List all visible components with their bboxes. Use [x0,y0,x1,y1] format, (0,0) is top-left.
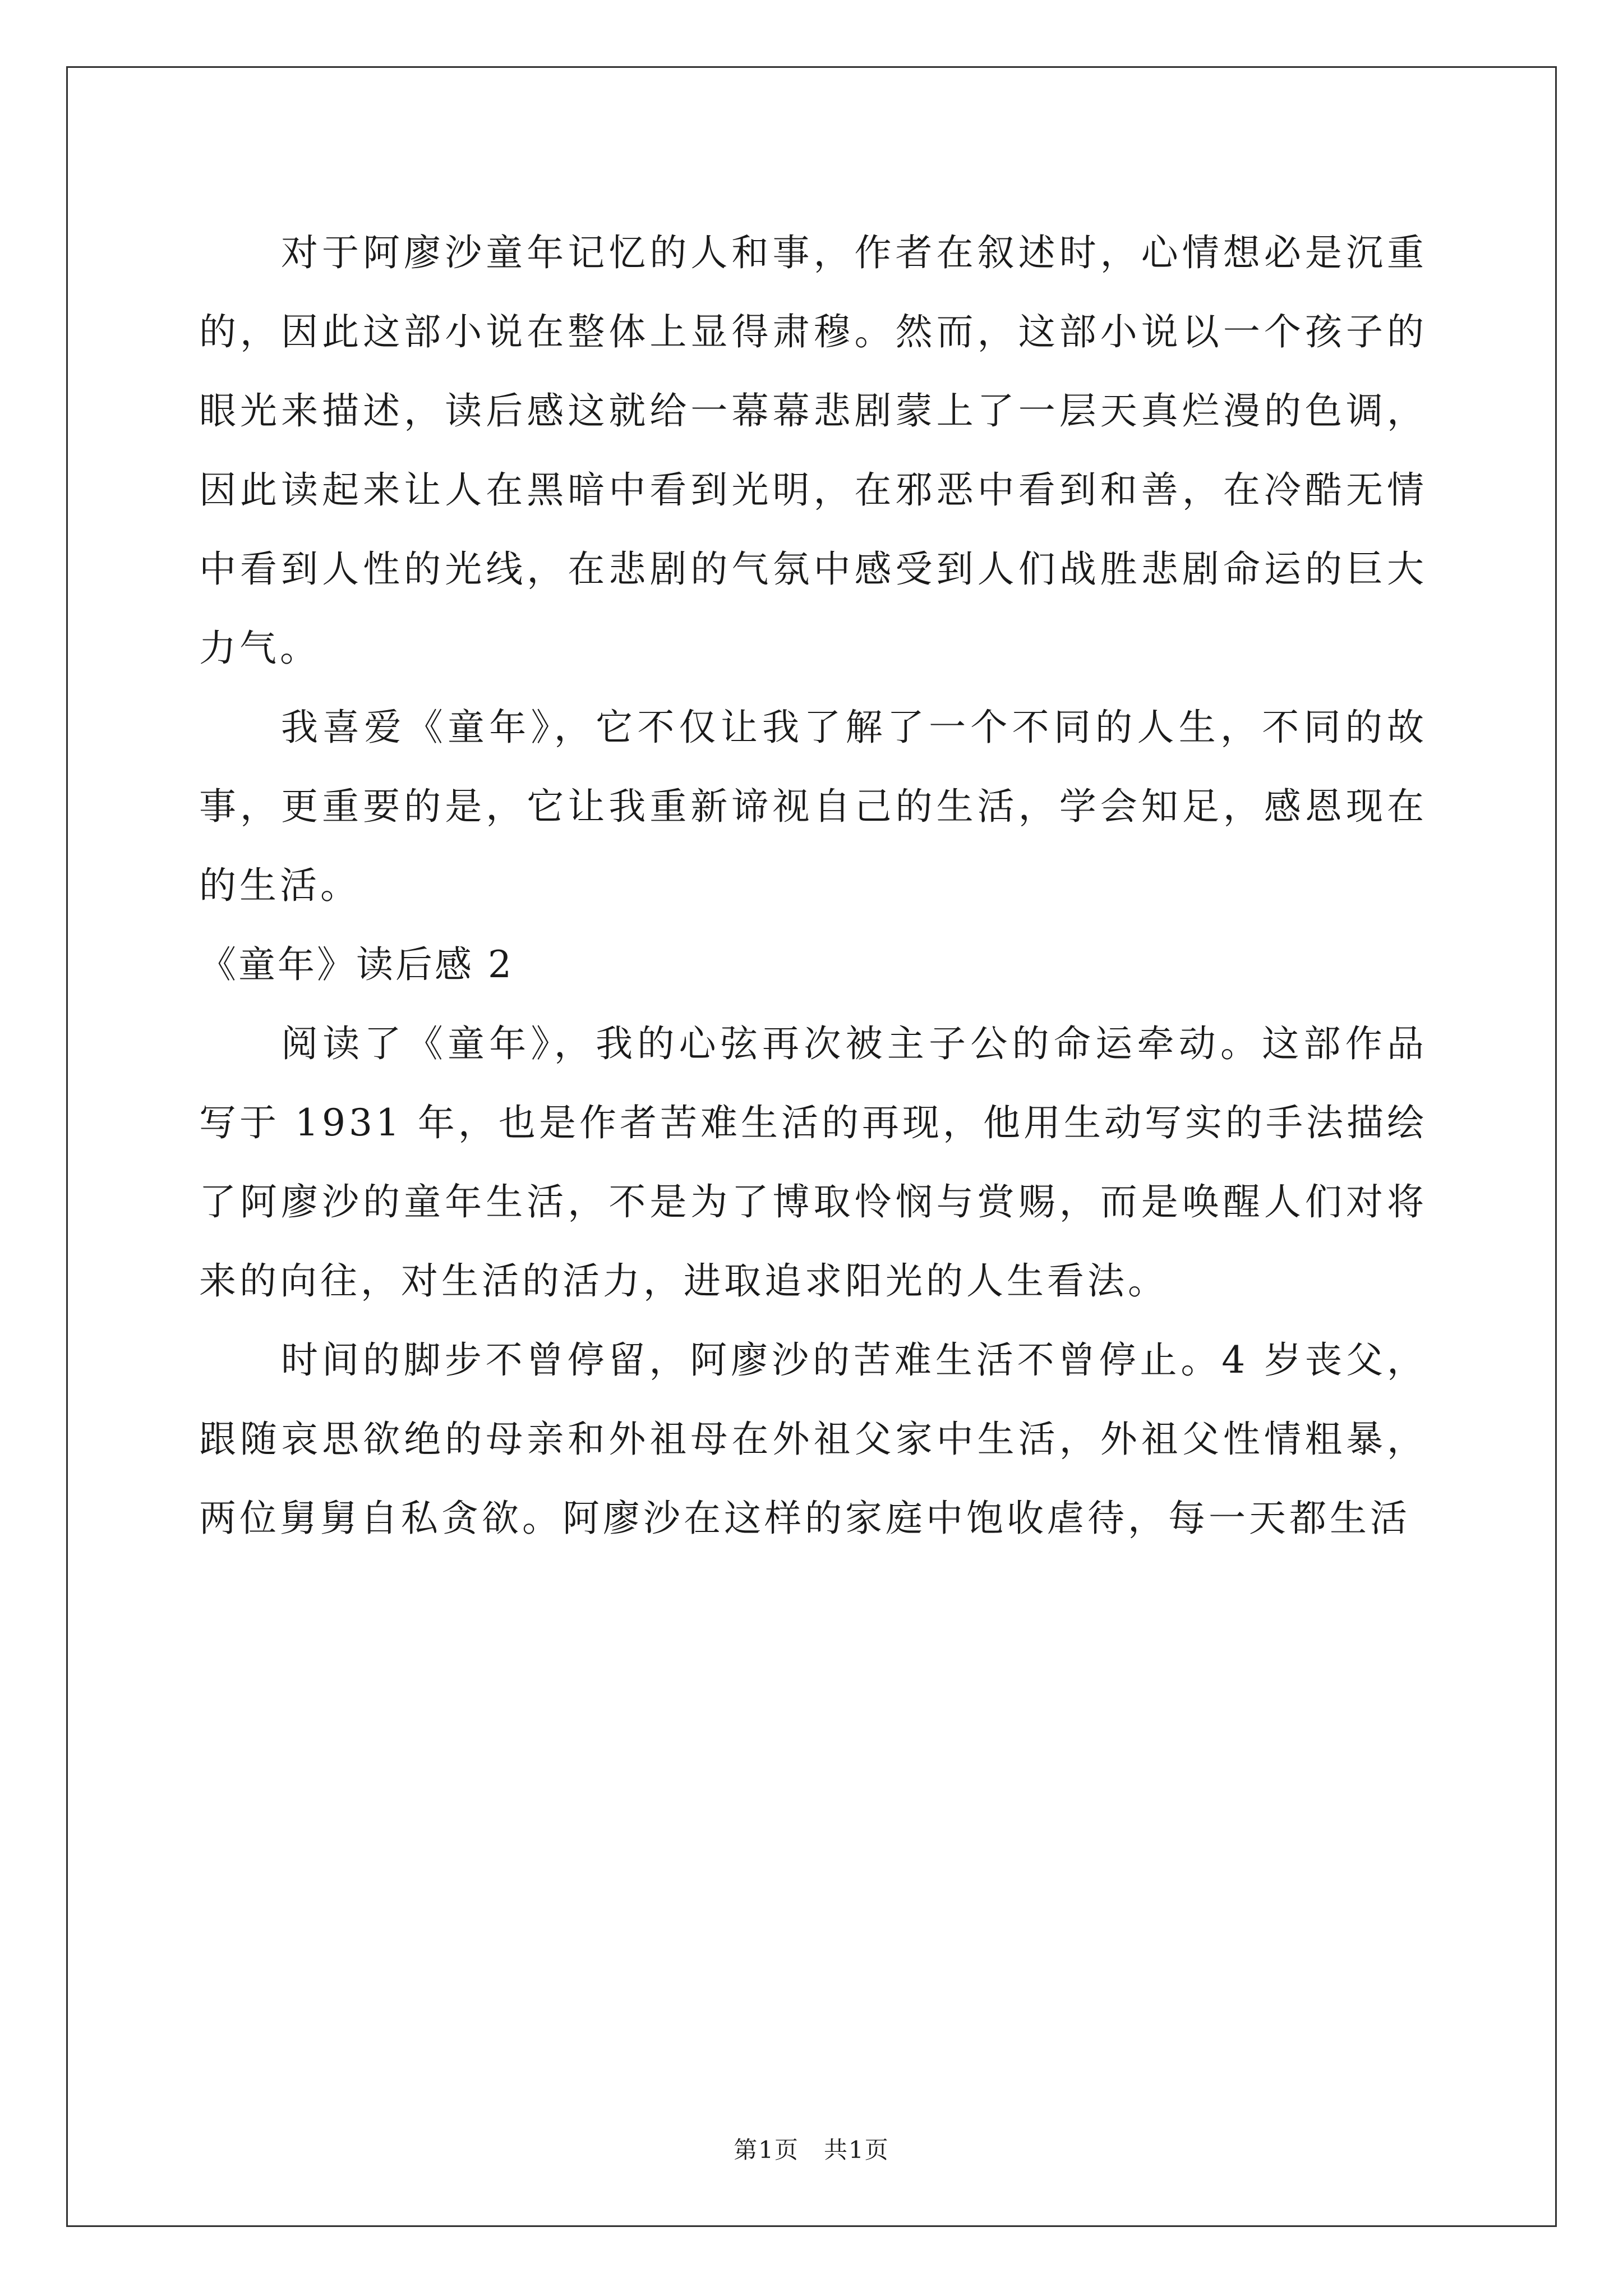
document-body [199,213,1427,1558]
page-footer: 第1页 共1页 [734,2136,889,2164]
paragraph-4: 时间的脚步不曾停留，阿廖沙的苦难生活不曾停止。4 岁丧父，跟随哀思欲绝的母亲和外祖母在外祖父家中生活，外祖父性情粗暴，两位舅舅自私贪欲。阿廖沙在这样的家庭中饱收虐待，每一天都生活 [199,1338,1427,1540]
section-heading: 《童年》读后感 2 [199,943,514,986]
paragraph-1: 对于阿廖沙童年记忆的人和事，作者在叙述时，心情想必是沉重的，因此这部小说在整体上显得肃穆。然而，这部小说以一个孩子的眼光来描述，读后感这就给一幕幕悲剧蒙上了一层天真烂漫的色调，因此读起来让人在黑暗中看到光明，在邪恶中看到和善，在冷酷无情中看到人性的光线，在悲剧的气氛中感受到人们战胜悲剧命运的巨大力气。 [199,231,1427,670]
paragraph-3: 阅读了《童年》，我的心弦再次被主子公的命运牵动。这部作品写于 1931 年，也是作者苦难生活的再现，他用生动写实的手法描绘了阿廖沙的童年生活，不是为了博取怜悯与赏赐，而是唤醒人们对将来的向往，对生活的活力，进取追求阳光的人生看法。 [199,1022,1427,1303]
paragraph-2: 我喜爱《童年》，它不仅让我了解了一个不同的人生，不同的故事，更重要的是，它让我重新谛视自己的生活，学会知足，感恩现在的生活。 [199,706,1427,907]
